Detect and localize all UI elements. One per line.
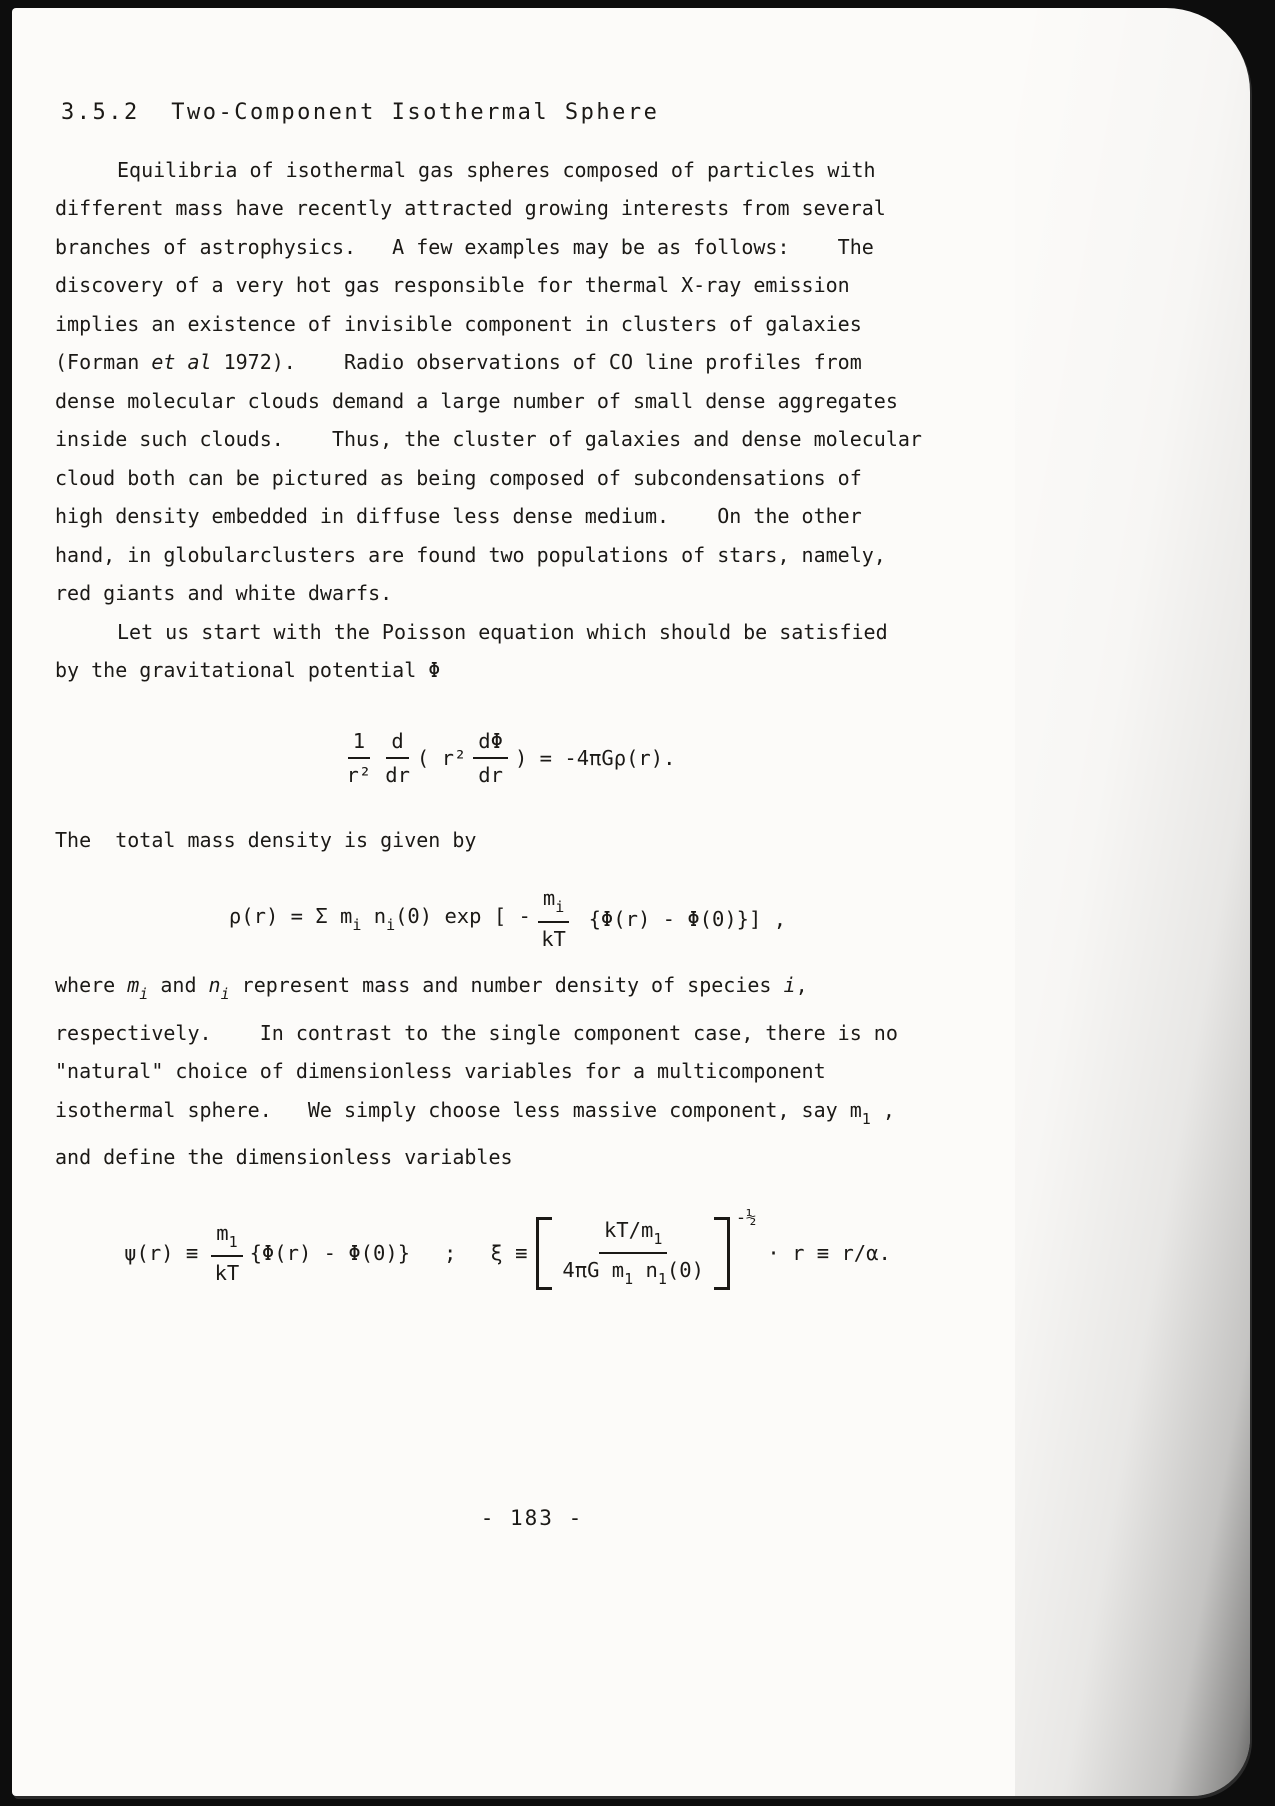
- math-symbol: i: [783, 973, 796, 998]
- subscript: 1: [653, 1229, 663, 1248]
- body-text-line: implies an existence of invisible component in clusters of galaxies: [55, 311, 862, 336]
- text-segment: m: [216, 1220, 229, 1245]
- big-right-bracket: [714, 1217, 730, 1290]
- fraction-denominator: dr: [478, 763, 503, 788]
- body-text-line: red giants and white dwarfs.: [55, 581, 393, 605]
- subscript: 1: [657, 1270, 667, 1289]
- paper-page: [12, 8, 1250, 1796]
- text-segment: ,: [795, 973, 808, 998]
- body-text-line: [55, 343, 960, 382]
- text-segment: n: [633, 1258, 658, 1283]
- fraction-numerator: [599, 1217, 667, 1255]
- fraction: [211, 1220, 242, 1287]
- fraction-denominator: kT: [541, 926, 566, 951]
- body-text-line: different mass have recently attracted growing interests from several: [55, 196, 886, 220]
- equation-token: ): [514, 745, 528, 770]
- paragraph-2: [55, 613, 960, 690]
- fraction-numerator: d: [386, 728, 408, 760]
- body-text-line: respectively. In contrast to the single component case, there is no: [55, 1020, 898, 1045]
- text-segment: isothermal sphere. We simply choose less massive component, say m: [55, 1097, 862, 1122]
- equation-token: · r ≡ r/α.: [767, 1241, 891, 1266]
- poisson-equation: [55, 728, 960, 789]
- italic-citation: et al: [151, 350, 212, 374]
- text-segment: ,: [870, 1097, 895, 1122]
- paragraph-3: [55, 966, 960, 1177]
- subscript: i: [139, 985, 149, 1004]
- body-text-line: inside such clouds. Thus, the cluster of galaxies and dense molecular: [55, 427, 922, 451]
- text-segment: (0): [666, 1258, 704, 1283]
- fraction-denominator: r²: [346, 763, 372, 788]
- body-text-line: by the gravitational potential Φ: [55, 658, 441, 682]
- body-text-line: hand, in globularclusters are found two populations of stars, namely,: [55, 542, 886, 567]
- exponent: -½: [735, 1207, 757, 1228]
- math-symbol: n: [208, 973, 221, 998]
- equation-token: {Φ(r) - Φ(0)}: [249, 1241, 411, 1266]
- body-text-line: dense molecular clouds demand a large number of small dense aggregates: [55, 388, 898, 413]
- body-text-line: [55, 1091, 960, 1139]
- subscript: i: [220, 985, 230, 1004]
- paragraph-1: [55, 151, 960, 613]
- equation-token: ξ ≡: [490, 1241, 528, 1266]
- subscript: 1: [228, 1232, 238, 1251]
- fraction: [385, 728, 410, 789]
- text-segment: ρ(r) = Σ m: [228, 903, 353, 928]
- dimensionless-variables-equation: [55, 1207, 960, 1290]
- text-segment: (Forman: [55, 350, 152, 374]
- subscript: 1: [624, 1270, 634, 1289]
- body-text-line: Equilibria of isothermal gas spheres composed of particles with: [117, 157, 876, 182]
- body-text-line: The total mass density is given by: [55, 827, 477, 852]
- fraction: [473, 728, 508, 789]
- mass-density-equation: [55, 885, 960, 952]
- subscript: i: [386, 915, 396, 934]
- text-segment: represent mass and number density of species: [229, 973, 784, 998]
- body-text-line: "natural" choice of dimensionless variables for a multicomponent: [55, 1059, 826, 1084]
- section-heading: 3.5.2 Two-Component Isothermal Sphere: [61, 100, 660, 125]
- body-text-line: cloud both can be pictured as being composed of subcondensations of: [55, 465, 862, 490]
- fraction-denominator: kT: [214, 1261, 240, 1286]
- body-text-line: Let us start with the Poisson equation which should be satisfied: [117, 619, 888, 644]
- text-segment: (0) exp [ -: [395, 903, 531, 928]
- body-text-line: [55, 966, 960, 1014]
- page-number: - 183 -: [480, 1506, 584, 1530]
- text-segment: and: [148, 973, 209, 998]
- equation-token: ψ(r) ≡: [124, 1241, 199, 1266]
- fraction-denominator: dr: [385, 763, 410, 788]
- fraction: [562, 1217, 704, 1290]
- body-text-line: high density embedded in diffuse less dense medium. On the other: [55, 504, 862, 528]
- fraction-numerator: [538, 885, 569, 923]
- text-segment: where: [55, 973, 128, 998]
- text-segment: n: [361, 903, 387, 928]
- big-left-bracket: [536, 1217, 552, 1290]
- fraction-numerator: dΦ: [473, 728, 508, 760]
- equation-token: [229, 903, 531, 936]
- equation-token: ( r²: [416, 745, 467, 770]
- page-content: [55, 94, 960, 1290]
- equation-token: ;: [444, 1241, 457, 1266]
- body-text-line: discovery of a very hot gas responsible for thermal X-ray emission: [55, 273, 850, 297]
- fraction-numerator: 1: [348, 728, 370, 760]
- subscript: 1: [861, 1109, 871, 1128]
- fraction-numerator: [211, 1220, 242, 1258]
- fraction-denominator: [562, 1254, 704, 1290]
- fraction: [347, 728, 372, 789]
- text-segment: 4πG m: [562, 1258, 625, 1283]
- text-segment: kT/m: [603, 1217, 654, 1242]
- body-text-line: and define the dimensionless variables: [55, 1145, 513, 1170]
- math-symbol: m: [127, 973, 140, 998]
- subscript: i: [352, 915, 362, 934]
- equation-token: = -4πGρ(r).: [527, 745, 676, 770]
- body-text-line: branches of astrophysics. A few examples may be as follows: The: [55, 234, 874, 259]
- equation-token: {Φ(r) - Φ(0)}] ,: [576, 906, 787, 931]
- text-segment: m: [542, 886, 556, 911]
- subscript: i: [555, 898, 565, 917]
- text-segment: 1972). Radio observations of CO line profiles from: [211, 350, 862, 374]
- fraction: [538, 885, 569, 952]
